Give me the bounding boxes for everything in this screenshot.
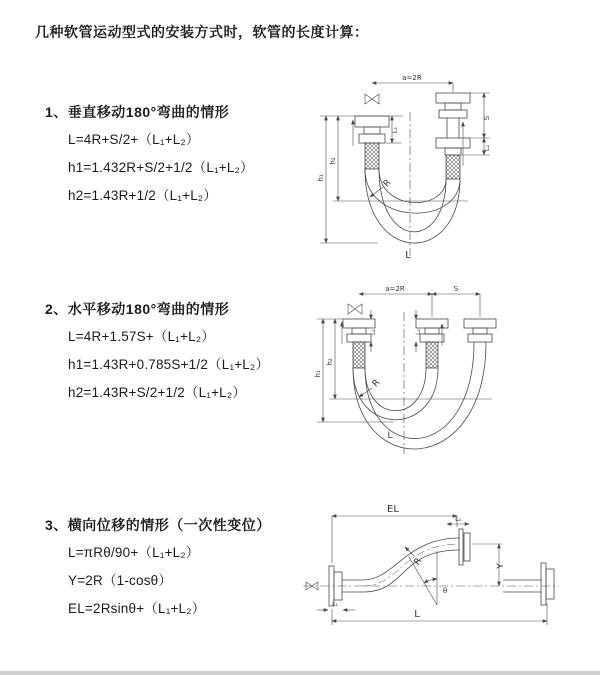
formula-line: h1=1.432R+S/2+1/2（L₁+L₂）	[68, 160, 254, 175]
dim-label-a2r: a=2R	[385, 285, 405, 293]
radius-label: R	[381, 177, 394, 190]
hose-drawing	[353, 93, 470, 256]
formula-line: L=4R+1.57S+（L₁+L₂）	[68, 329, 215, 344]
diagram-lateral-displacement	[297, 499, 597, 656]
diagram-3-svg	[297, 499, 597, 651]
dim-label-l2: L₂	[415, 329, 422, 335]
dim-label-h1: h₁	[317, 174, 325, 182]
dimension-lines	[317, 516, 547, 625]
section-lateral-displacement	[45, 516, 320, 618]
dim-label-l1: L₁	[370, 329, 377, 335]
dimension-lines	[317, 294, 492, 422]
dim-label-s: S	[483, 115, 491, 121]
dim-label-y: Y	[496, 563, 506, 569]
dim-label-l1: L₁	[391, 126, 399, 134]
valve-icon	[372, 94, 379, 104]
dim-label-el: EL	[387, 504, 399, 515]
diagram-vertical-180-bend	[308, 66, 593, 268]
braided-hose-section	[353, 342, 365, 368]
dimension-lines	[320, 83, 490, 243]
formula-line: L=4R+S/2+（L₁+L₂）	[68, 132, 200, 147]
length-label: L	[414, 609, 420, 620]
dim-label-h1: h₁	[314, 370, 322, 378]
formula-line: Y=2R（1-cosθ）	[68, 573, 173, 588]
formula-line: h2=1.43R+1/2（L₁+L₂）	[68, 188, 218, 203]
section-2-heading: 2、水平移动180°弯曲的情形	[45, 301, 230, 317]
dim-label-l2: L₂	[483, 144, 491, 152]
braided-hose-section	[446, 155, 460, 179]
hose-drawing	[303, 529, 559, 606]
diagram-2-svg	[309, 282, 599, 470]
formula-line: h1=1.43R+0.785S+1/2（L₁+L₂）	[68, 357, 270, 372]
section-3-heading: 3、横向位移的情形（一次性变位）	[45, 517, 271, 533]
angle-label: θ	[442, 587, 448, 595]
angle-arc	[424, 579, 437, 583]
diagram-horizontal-180-bend	[309, 282, 599, 475]
formula-line: EL=2Rsinθ+（L₁+L₂）	[68, 601, 206, 616]
dim-label-l2: L₂	[455, 516, 461, 523]
section-1-heading: 1、垂直移动180°弯曲的情形	[45, 104, 230, 120]
dim-label-h2: h₂	[329, 157, 337, 165]
length-label: L	[405, 250, 411, 261]
page-title: 几种软管运动型式的安装方式时，软管的长度计算：	[35, 24, 369, 40]
dim-label-a2r: a=2R	[402, 74, 422, 82]
radius-label: R	[370, 377, 383, 390]
formula-line: h2=1.43R+S/2+1/2（L₁+L₂）	[68, 385, 247, 400]
valve-icon	[355, 304, 362, 314]
dim-label-h2: h₂	[326, 358, 334, 366]
valve-icon	[348, 304, 355, 314]
length-label: L	[387, 431, 393, 441]
braided-hose-section	[426, 342, 438, 368]
diagram-1-svg	[308, 66, 593, 263]
section-vertical-180	[45, 103, 320, 205]
radius-label: R	[412, 556, 425, 568]
section-horizontal-180	[45, 300, 320, 402]
formula-line: L=πRθ/90+（L₁+L₂）	[68, 545, 200, 560]
dim-label-l1: L₁	[332, 601, 338, 608]
valve-icon	[365, 94, 372, 104]
page-bottom-edge	[0, 671, 600, 675]
braided-hose-section	[365, 143, 379, 169]
dim-label-s: S	[453, 285, 459, 293]
